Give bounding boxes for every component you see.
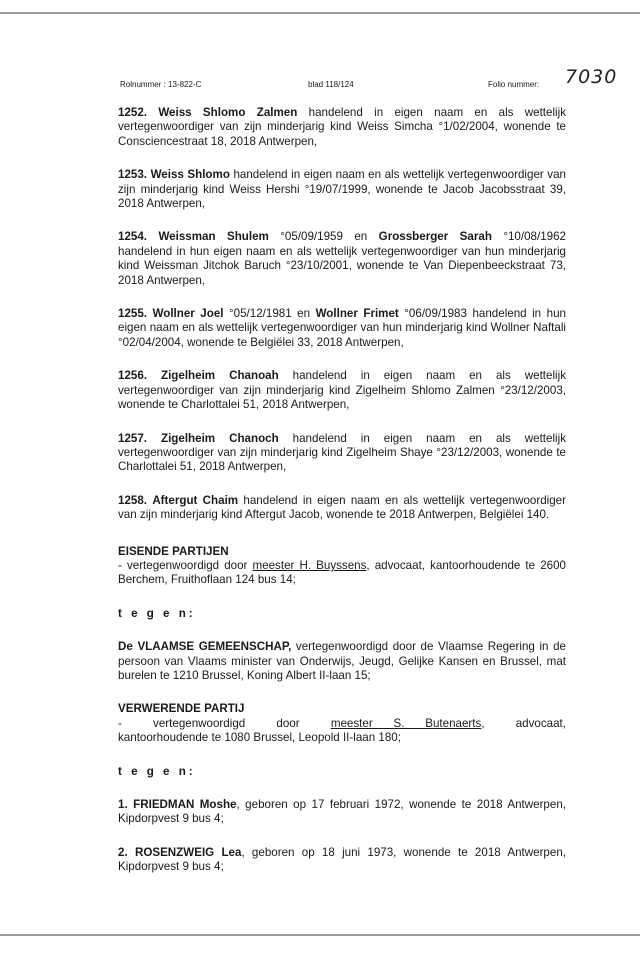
list-item <box>118 369 566 412</box>
document-body <box>118 106 570 894</box>
entry-name: Aftergut Chaim <box>152 493 239 507</box>
entry-text: handelend in eigen naam en als wettelijk vertegenwoordiger van zijn minderjarig kind Zigelheim Shlomo Zalmen °23/12/2003, wonende te Charlottalei 51, 2018 Antwerpen, <box>118 369 566 412</box>
list-item <box>118 168 566 211</box>
entry-number: 1255. <box>118 307 148 321</box>
entry-text: °06/09/1983 handelend in hun eigen naam en als wettelijk vertegenwoordiger van hun minderjarig kind Wollner Naftali °02/04/2004, wonende te Belgiëlei 33, 2018 Antwerpen, <box>118 307 566 349</box>
rolnummer: Rolnummer : 13-822-C <box>120 80 202 89</box>
entry-name: Zigelheim Chanoah <box>161 369 279 383</box>
page-number: blad 118/124 <box>308 80 354 89</box>
verwerende-lawyer: meester S. Butenaerts <box>330 716 482 730</box>
entry-name: Wollner Joel <box>152 307 224 321</box>
party-item <box>118 798 566 827</box>
party-text: , geboren op 17 februari 1972, wonende te 2018 Antwerpen, Kipdorpvest 9 bus 4; <box>118 798 566 826</box>
list-item <box>118 106 566 149</box>
eisende-post: , advocaat, kantoorhoudende te 2600 Berchem, Fruithoflaan 124 bus 14; <box>118 558 566 587</box>
entry-text: handelend in eigen naam en als wettelijk vertegenwoordiger van zijn minderjarig kind Weiss Hershi °19/07/1999, wonende te Jacob Jacobsstraat 39, 2018 Antwerpen, <box>118 168 566 211</box>
entry-mid: °05/09/1959 en <box>268 230 379 244</box>
entry-number: 1252. <box>118 106 148 119</box>
entry-name-2: Grossberger Sarah <box>378 230 492 244</box>
party-item <box>118 846 566 875</box>
entry-text: handelend in eigen naam en als wettelijk vertegenwoordiger van zijn minderjarig kind Weiss Simcha °1/02/2004, wonende te Consciencestraat 18, 2018 Antwerpen, <box>118 106 566 148</box>
top-divider <box>0 12 640 14</box>
vlaamse-text: vertegenwoordigd door de Vlaamse Regering in de persoon van Vlaams minister van Onderwijs, Jeugd, Gelijke Kansen en Brussel, mat burelen te 1210 Brussel, Koning Albert II-laan 15; <box>118 640 566 682</box>
list-item <box>118 307 566 350</box>
list-item <box>118 494 566 523</box>
vlaamse-gemeenschap <box>118 640 566 683</box>
entry-name: Weissman Shulem <box>158 230 269 244</box>
vlaamse-name: De VLAAMSE GEMEENSCHAP, <box>118 640 292 654</box>
verwerende-heading: VERWERENDE PARTIJ <box>118 702 245 716</box>
list-item <box>118 432 566 475</box>
party-name: ROSENZWEIG Lea <box>134 845 242 859</box>
entry-text: handelend in eigen naam en als wettelijk vertegenwoordiger van zijn minderjarig kind Aftergut Jacob, wonende te 2018 Antwerpen, Belgiëlei 140. <box>118 493 566 522</box>
entry-name: Zigelheim Chanoch <box>161 431 279 445</box>
verwerende-post: , advocaat, kantoorhoudende te 1080 Brussel, Leopold II-laan 180; <box>118 716 570 745</box>
entry-number: 1254. <box>118 230 148 244</box>
verwerende-section <box>118 702 570 745</box>
entry-name-2: Wollner Frimet <box>315 307 399 321</box>
entry-name: Weiss Shlomo Zalmen <box>158 106 298 119</box>
eisende-representation <box>118 559 566 588</box>
verwerende-pre: - vertegenwoordigd door <box>118 716 331 730</box>
verwerende-representation <box>118 716 570 746</box>
entry-mid: °05/12/1981 en <box>223 307 316 321</box>
tegen-heading-2: t e g e n: <box>118 764 196 778</box>
entry-text: handelend in eigen naam en als wettelijk vertegenwoordiger van zijn minderjarig kind Zigelheim Shaye °23/12/2003, wonende te Charlottalei 51, 2018 Antwerpen, <box>118 431 566 474</box>
party-number: 1. <box>118 798 128 811</box>
entry-number: 1253. <box>118 168 148 182</box>
bottom-divider <box>0 934 640 936</box>
eisende-heading: EISENDE PARTIJEN <box>118 544 229 558</box>
eisende-section <box>118 545 566 588</box>
handwritten-folio-number: 7030 <box>565 66 618 88</box>
eisende-pre: - vertegenwoordigd door <box>118 558 253 572</box>
party-number: 2. <box>118 845 128 859</box>
entry-text: °10/08/1962 handelend in hun eigen naam en als wettelijk vertegenwoordiger van hun minderjarig kind Weissman Jitchok Baruch °23/10/2001, wonende te Van Diepenbeeckstraat 73, 2018 Antwerpen, <box>118 230 566 287</box>
entry-name: Weiss Shlomo <box>150 168 230 182</box>
entry-number: 1256. <box>118 369 148 383</box>
entry-number: 1257. <box>118 431 148 445</box>
page-header <box>120 66 620 96</box>
eisende-lawyer: meester H. Buyssens <box>252 558 367 572</box>
party-text: , geboren op 18 juni 1973, wonende te 2018 Antwerpen, Kipdorpvest 9 bus 4; <box>118 845 566 874</box>
entry-number: 1258. <box>118 493 148 507</box>
party-name: FRIEDMAN Moshe <box>133 798 237 811</box>
folio-label: Folio nummer: <box>488 80 540 89</box>
tegen-heading-1: t e g e n: <box>118 606 196 620</box>
list-item <box>118 230 566 288</box>
